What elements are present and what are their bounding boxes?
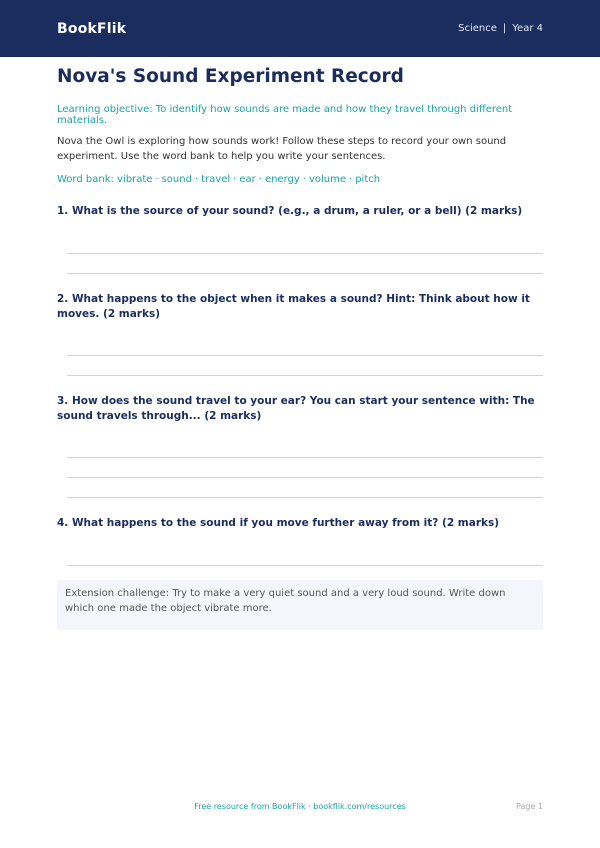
word-bank-word: travel (201, 174, 231, 185)
word-bank-word: ear (239, 174, 256, 185)
word-separator: · (258, 174, 262, 185)
question-1 (57, 204, 543, 274)
word-bank-word: vibrate (117, 174, 153, 185)
extension-challenge: Extension challenge: Try to make a very quiet sound and a very loud sound. Write down which one made the object vibrate more. (57, 580, 543, 630)
question-2 (57, 292, 543, 376)
answer-line[interactable] (67, 457, 543, 458)
answer-lines-1 (67, 253, 543, 274)
intro-text: Nova the Owl is exploring how sounds work! Follow these steps to record your own sound experiment. Use the word bank to help you write your sentences. (57, 136, 507, 162)
question-4-text: 4. What happens to the sound if you move further away from it? (2 marks) (57, 517, 500, 529)
question-4 (57, 516, 543, 586)
answer-lines-3 (67, 457, 543, 498)
word-separator: · (302, 174, 306, 185)
word-bank-word: sound (161, 174, 192, 185)
answer-lines-2 (67, 355, 543, 376)
question-1-text: 1. What is the source of your sound? (e.g., a drum, a ruler, or a bell) (2 marks) (57, 205, 523, 217)
word-bank-word: volume (308, 174, 347, 185)
answer-line[interactable] (67, 355, 543, 356)
answer-line[interactable] (67, 565, 543, 566)
worksheet-title: Nova's Sound Experiment Record (57, 66, 404, 87)
question-2-text: 2. What happens to the object when it makes a sound? Hint: Think about how it moves. (2 marks) (57, 293, 530, 320)
year-label: Year 4 (512, 23, 543, 34)
page-header (0, 0, 600, 57)
word-bank-words (117, 174, 380, 185)
answer-line[interactable] (67, 253, 543, 254)
answer-line[interactable] (67, 477, 543, 478)
word-separator: · (194, 174, 199, 185)
learning-objective: Learning objective: To identify how sounds are made and how they travel through different materials. (57, 104, 513, 126)
word-bank-word: energy (264, 174, 300, 185)
answer-line[interactable] (67, 497, 543, 498)
footer-resource-link[interactable]: Free resource from BookFlik · bookflik.com/resources (194, 802, 406, 811)
brand-logo-text: BookFlik (57, 20, 127, 37)
word-bank (57, 174, 543, 185)
subject-label: Science (458, 23, 497, 34)
word-separator: · (349, 174, 353, 185)
question-3 (57, 394, 543, 498)
meta-separator: | (502, 23, 507, 34)
word-bank-word: pitch (355, 174, 381, 185)
word-bank-label: Word bank: (57, 174, 114, 185)
word-separator: · (233, 174, 237, 185)
question-3-text: 3. How does the sound travel to your ear? You can start your sentence with: The sound travels through... (2 marks) (57, 395, 535, 422)
answer-line[interactable] (67, 273, 543, 274)
subject-year-meta (458, 23, 543, 34)
word-separator: · (155, 174, 159, 185)
answer-line[interactable] (67, 375, 543, 376)
page-number: Page 1 (516, 802, 543, 811)
worksheet-content (57, 65, 543, 586)
